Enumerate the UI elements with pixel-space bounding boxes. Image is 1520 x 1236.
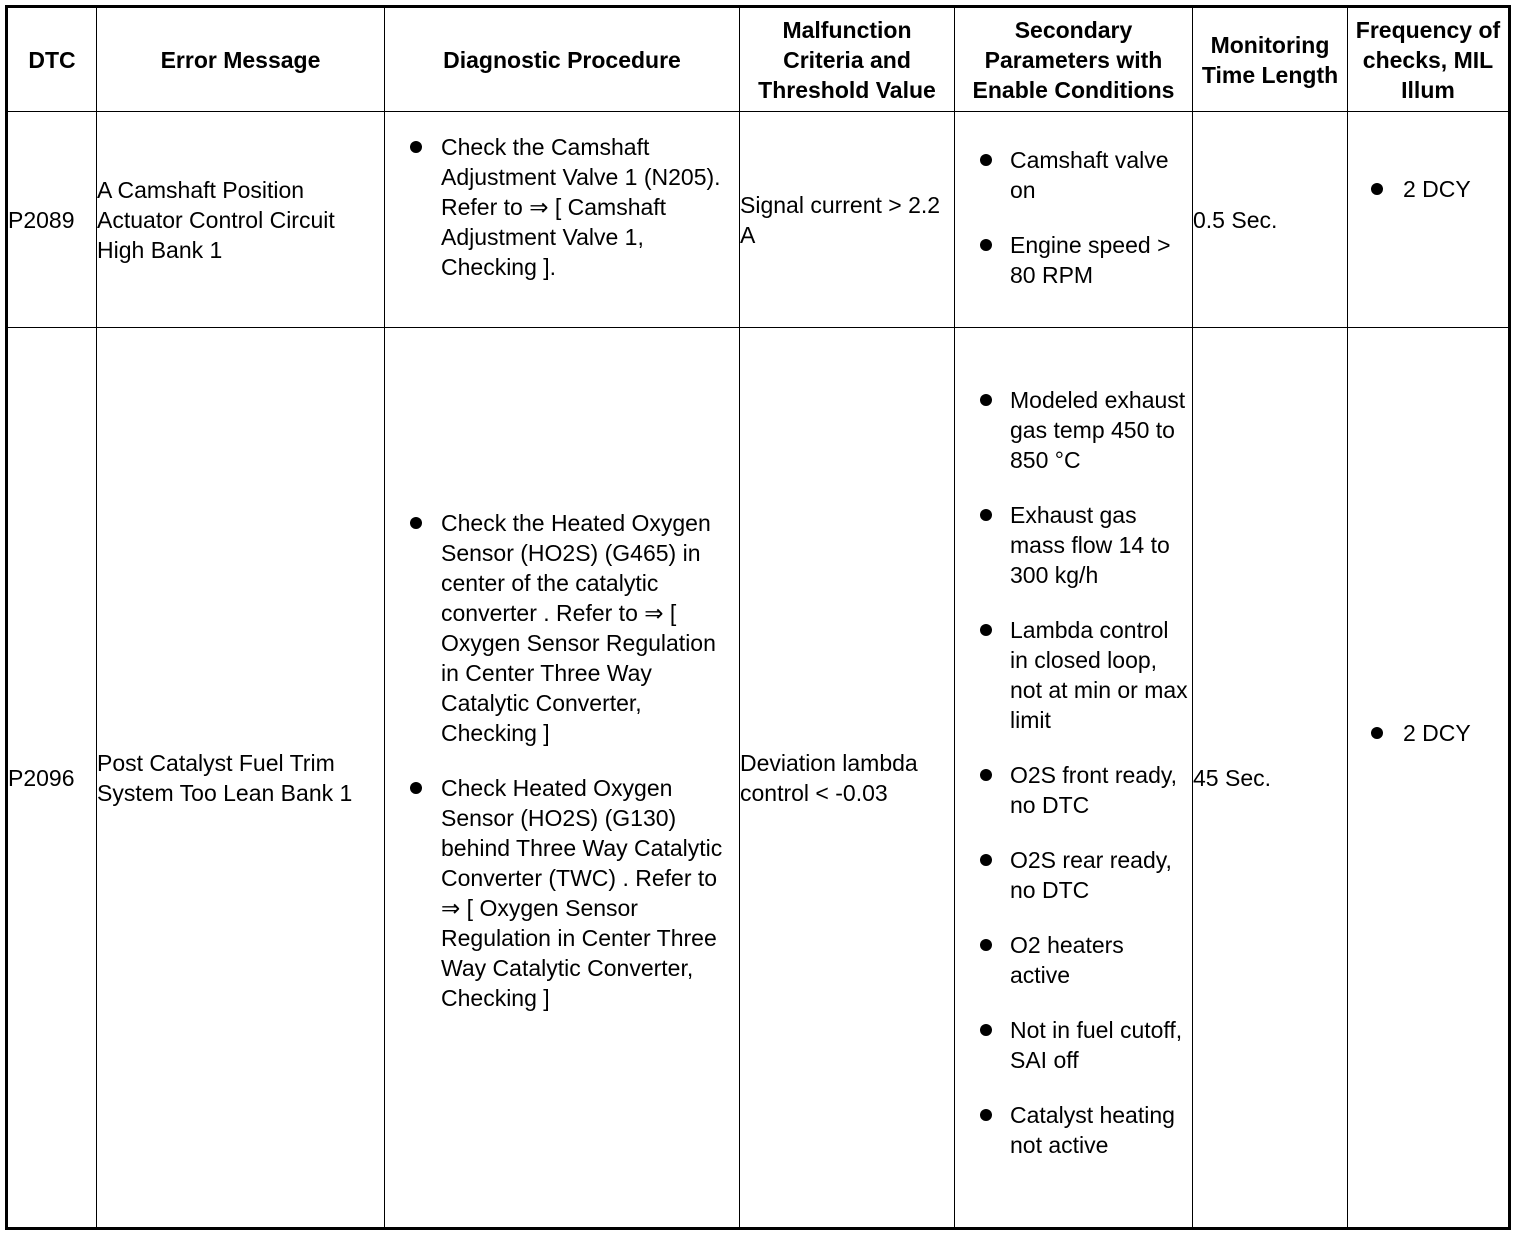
list-item [955,500,1192,590]
parameter-text: Modeled exhaust gas temp 450 to 850 °C [1010,387,1186,473]
list-item [955,930,1192,990]
procedure-text: Check Heated Oxygen Sensor (HO2S) (G130) behind Three Way Catalytic Converter (TWC) . Refer to ⇒ [ Oxygen Sensor Regulation in Center Three Way Catalytic Converter, Checking ] [441,775,723,1011]
parameter-text: Not in fuel cutoff, SAI off [1010,1017,1183,1073]
dtc-table [5,5,1511,1230]
bullet-icon [1371,183,1383,195]
list-item [955,615,1192,735]
header-malfunction-criteria: Malfunction Criteria and Threshold Value [740,7,955,112]
parameter-text: Lambda control in closed loop, not at min or max limit [1010,617,1188,733]
diagnostic-procedure [385,328,740,1229]
list-item [1348,718,1508,748]
frequency [1348,328,1510,1229]
list-item [955,760,1192,820]
header-error-message: Error Message [97,7,385,112]
header-secondary-parameters: Secondary Parameters with Enable Conditions [955,7,1193,112]
list-item [1348,174,1508,204]
header-monitoring-time: Monitoring Time Length [1193,7,1348,112]
header-frequency: Frequency of checks, MIL Illum [1348,7,1510,112]
bullet-icon [980,939,992,951]
error-message: Post Catalyst Fuel Trim System Too Lean Bank 1 [97,328,385,1229]
list-item [385,508,739,748]
list-item [955,845,1192,905]
parameter-text: Exhaust gas mass flow 14 to 300 kg/h [1010,502,1170,588]
bullet-icon [980,1109,992,1121]
list-item [955,230,1192,290]
bullet-icon [980,769,992,781]
bullet-icon [980,154,992,166]
secondary-parameters [955,328,1193,1229]
list-item [385,132,739,282]
list-item [955,1015,1192,1075]
bullet-icon [980,394,992,406]
parameter-text: O2 heaters active [1010,932,1124,988]
parameter-text: Catalyst heating not active [1010,1102,1175,1158]
table-row [7,328,1510,1229]
bullet-icon [410,141,422,153]
header-diagnostic-procedure: Diagnostic Procedure [385,7,740,112]
error-message: A Camshaft Position Actuator Control Circuit High Bank 1 [97,112,385,328]
procedure-text: Check the Camshaft Adjustment Valve 1 (N205). Refer to ⇒ [ Camshaft Adjustment Valve 1, Checking ]. [441,133,721,280]
monitoring-time: 0.5 Sec. [1193,112,1348,328]
malfunction-criteria: Deviation lambda control < -0.03 [740,328,955,1229]
table-row [7,112,1510,328]
diagnostic-procedure [385,112,740,328]
header-row [7,7,1510,112]
parameter-text: Engine speed > 80 RPM [1010,232,1171,288]
bullet-icon [980,854,992,866]
secondary-parameters [955,112,1193,328]
monitoring-time: 45 Sec. [1193,328,1348,1229]
bullet-icon [410,782,422,794]
bullet-icon [980,509,992,521]
dtc-code: P2096 [7,328,97,1229]
list-item [955,385,1192,475]
bullet-icon [980,239,992,251]
list-item [955,145,1192,205]
dtc-code: P2089 [7,112,97,328]
bullet-icon [410,517,422,529]
parameter-text: O2S front ready, no DTC [1010,762,1178,818]
malfunction-criteria: Signal current > 2.2 A [740,112,955,328]
bullet-icon [980,1024,992,1036]
header-dtc: DTC [7,7,97,112]
bullet-icon [980,624,992,636]
list-item [385,773,739,1013]
frequency-text: 2 DCY [1403,175,1471,202]
frequency [1348,112,1510,328]
bullet-icon [1371,727,1383,739]
procedure-text: Check the Heated Oxygen Sensor (HO2S) (G465) in center of the catalytic converter . Refer to ⇒ [ Oxygen Sensor Regulation in Center Three Way Catalytic Converter, Checking ] [441,510,716,746]
list-item [955,1100,1192,1160]
parameter-text: Camshaft valve on [1010,147,1169,203]
frequency-text: 2 DCY [1403,719,1471,746]
parameter-text: O2S rear ready, no DTC [1010,847,1172,903]
